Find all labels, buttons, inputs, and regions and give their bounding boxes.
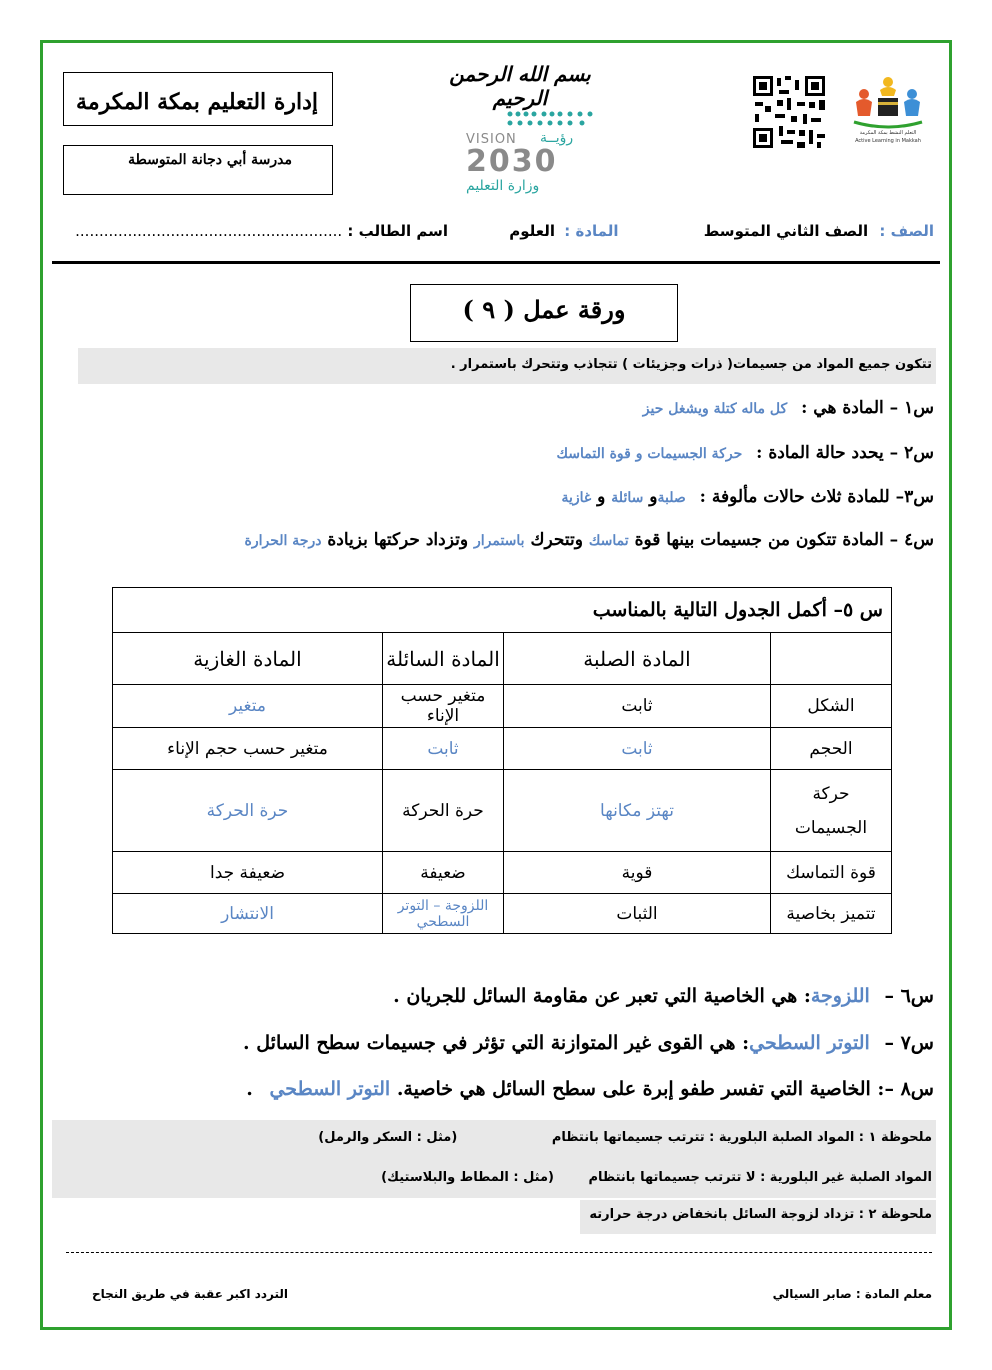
active-learning-logo — [850, 72, 926, 152]
table-row — [113, 894, 892, 934]
note-1b-text: المواد الصلبة غير البلورية : لا تترتب جسيماتها بانتظام — [588, 1170, 932, 1185]
school-name: مدرسة أبي دجانة المتوسطة — [128, 152, 292, 168]
q4-answer-temperature: درجة الحرارة — [244, 533, 322, 549]
q4-answer-continuous: باستمرار — [473, 533, 525, 549]
q3-answer-gas: غازية — [561, 490, 592, 506]
table-row — [113, 685, 892, 728]
kids-kaaba-icon — [850, 72, 926, 132]
question-7 — [60, 1032, 934, 1054]
q8-end: . — [246, 1078, 253, 1100]
grade-value: الصف الثاني المتوسط — [703, 222, 869, 240]
q4-part2: وتتحرك — [530, 530, 583, 550]
q1-answer: كل ماله كتلة ويشغل حيز — [642, 401, 788, 417]
question-6 — [60, 985, 934, 1007]
row-label: تتميز بخاصية — [771, 894, 892, 934]
q3-sep: و — [597, 487, 606, 507]
vision-word: VISION — [466, 132, 517, 147]
table-header-cell — [771, 633, 892, 685]
teacher-name — [560, 1287, 932, 1301]
table-cell: اللزوجة – التوتر السطحي — [383, 894, 504, 934]
table-cell: تهتز مكانها — [504, 770, 771, 852]
teacher-text: معلم المادة : صابر السيالي — [772, 1287, 932, 1301]
vision-ar: رؤيــة — [540, 130, 574, 146]
row-label: قوة التماسك — [771, 852, 892, 894]
question-8 — [60, 1078, 934, 1100]
info-row — [60, 222, 934, 246]
table-cell: الانتشار — [113, 894, 383, 934]
q8-answer: التوتر السطحي — [269, 1078, 391, 1100]
row-label: حركة الجسيمات — [771, 770, 892, 852]
table-cell: حرة الحركة — [113, 770, 383, 852]
table-header-cell: المادة الصلبة — [504, 633, 771, 685]
header-divider — [52, 261, 940, 264]
worksheet-title: ورقة عمل ( ٩ ) — [462, 295, 626, 324]
table-cell: ضعيفة جدا — [113, 852, 383, 894]
q2-answer: حركة الجسيمات و قوة التماسك — [556, 446, 743, 462]
table-cell: ثابت — [504, 685, 771, 728]
grade-label: الصف : — [879, 222, 934, 240]
q4-part3: وتزداد حركتها بزيادة — [327, 530, 469, 550]
note-1-example: (مثل : السكر والرمل) — [318, 1130, 458, 1145]
q3-answer-liquid: سائلة — [611, 490, 644, 506]
table-cell: متغير حسب الإناء — [383, 685, 504, 728]
qr-code-icon — [751, 74, 827, 150]
q6-text: : هي الخاصية التي تعبر عن مقاومة السائل للجريان . — [393, 985, 811, 1007]
motto — [60, 1287, 288, 1301]
q3-answer-solid: صلبة — [657, 490, 686, 506]
q2-prefix: س٢ – يحدد حالة المادة : — [756, 443, 934, 463]
states-table-wrap — [112, 587, 892, 934]
table-row — [113, 728, 892, 770]
note-1b — [60, 1170, 932, 1185]
table-header-cell: المادة الغازية — [113, 633, 383, 685]
worksheet-title-box — [410, 284, 678, 342]
q4-answer-cohesion: تماسك — [588, 533, 629, 549]
question-4 — [60, 530, 934, 550]
basmala-text: بسم الله الرحمن الرحيم — [449, 62, 591, 110]
note-2-text: ملحوظة ٢ : تزداد لزوجة السائل بانخفاض درجة حرارته — [589, 1207, 932, 1222]
table-cell: ضعيفة — [383, 852, 504, 894]
school-name-box — [63, 145, 333, 195]
qr-code — [751, 74, 827, 150]
note-1 — [60, 1130, 932, 1145]
table-caption-row — [113, 588, 892, 633]
row-label: الشكل — [771, 685, 892, 728]
table-header-cell: المادة السائلة — [383, 633, 504, 685]
footer-divider — [66, 1252, 932, 1253]
table-cell: الثبات — [504, 894, 771, 934]
q3-prefix: س٣– للمادة ثلاث حالات مألوفة : — [699, 487, 934, 507]
states-table — [112, 587, 892, 934]
logo-caption: التعلم النشط بمكة المكرمة — [859, 130, 917, 136]
vision-2030-logo — [460, 108, 610, 198]
vision-year: 2030 — [466, 144, 558, 179]
q7-prefix: س٧ – — [884, 1032, 934, 1054]
table-row — [113, 770, 892, 852]
table-cell: قوية — [504, 852, 771, 894]
note-1-text: ملحوظة ١ : المواد الصلبة البلورية : تترتب جسيماتها بانتظام — [551, 1130, 932, 1145]
q3-sep: و — [649, 487, 658, 507]
student-name-field[interactable]: ........................................................ — [75, 222, 343, 240]
intro-line — [78, 348, 936, 384]
table-cell: حرة الحركة — [383, 770, 504, 852]
q8-text: س٨ –: الخاصية التي تفسر طفو إبرة على سطح السائل هي خاصية. — [396, 1078, 934, 1100]
question-1 — [60, 398, 934, 418]
q1-prefix: س١ – المادة هي : — [801, 398, 934, 418]
table-cell: ثابت — [504, 728, 771, 770]
table-cell: ثابت — [383, 728, 504, 770]
student-label: اسم الطالب : — [347, 222, 449, 240]
logo-caption-en: Active Learning in Makkah — [855, 138, 921, 144]
q4-part1: س٤ – المادة تتكون من جسيمات بينها قوة — [634, 530, 934, 550]
q6-prefix: س٦ – — [884, 985, 934, 1007]
note-2 — [580, 1200, 936, 1234]
question-2 — [60, 443, 934, 463]
admin-title: إدارة التعليم بمكة المكرمة — [76, 89, 318, 115]
intro-text: تتكون جميع المواد من جسيمات( ذرات وجزيئات ) تتجاذب وتتحرك باستمرار . — [450, 357, 932, 372]
basmala — [420, 62, 620, 110]
table-header-row — [113, 633, 892, 685]
table-caption: س ٥– أكمل الجدول التالية بالمناسب — [113, 588, 892, 633]
motto-text: التردد اكبر عقبة في طريق النجاح — [91, 1287, 288, 1301]
q7-text: : هي القوى غير المتوازنة التي تؤثر في جسيمات سطح السائل . — [243, 1032, 750, 1054]
vision-dots-icon — [490, 108, 640, 130]
row-label: الحجم — [771, 728, 892, 770]
table-cell: متغير حسب حجم الإناء — [113, 728, 383, 770]
q7-term: التوتر السطحي — [749, 1032, 870, 1054]
table-row — [113, 852, 892, 894]
admin-title-box — [63, 72, 333, 126]
table-cell: متغير — [113, 685, 383, 728]
subject-value: العلوم — [509, 222, 556, 240]
question-3 — [60, 487, 934, 507]
note-1b-example: (مثل : المطاط والبلاستيك) — [381, 1170, 554, 1185]
subject-label: المادة : — [564, 222, 619, 240]
ministry-name: وزارة التعليم — [466, 178, 540, 194]
q6-term: اللزوجة — [810, 985, 870, 1007]
